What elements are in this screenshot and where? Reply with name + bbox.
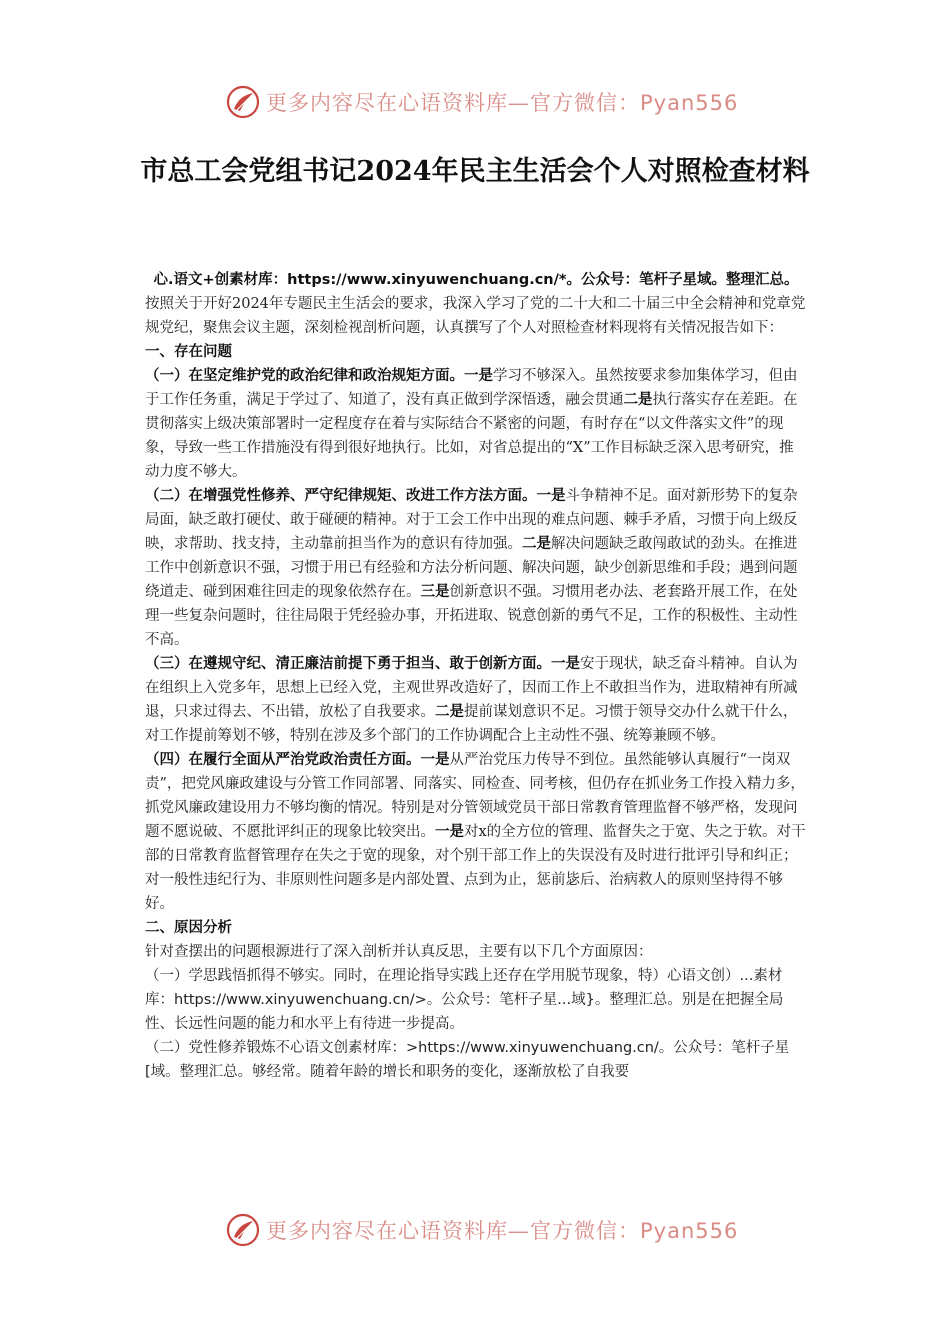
problem-paragraph-4: （四）在履行全面从严治党政治责任方面。一是从严治党压力传导不到位。虽然能够认真履行“一岗双责”，把党风廉政建设与分管工作同部署、同落实、同检查、同考核，但仍存在抓业务工作投入精力多，抓党风廉政建设用力不够均衡的情况。特别是对分管领域党员干部日常教育管理监督不够严格，发现问题不愿说破、不愿批评纠正的现象比较突出。一是对x的全方位的管理、监督失之于宽、失之于软。对干部的日常教育监督管理存在失之于宽的现象，对个别干部工作上的失误没有及时进行批评引导和纠正；对一般性违纪行为、非原则性问题多是内部处置、点到为止，惩前毖后、治病救人的原则坚持得不够好。 [145,752,806,912]
causes-intro: 针对查摆出的问题根源进行了深入剖析并认真反思，主要有以下几个方面原因： [145,944,653,960]
problem-paragraph-2: （二）在增强党性修养、严守纪律规矩、改进工作方法方面。一是斗争精神不足。面对新形势下的复杂局面，缺乏敢打硬仗、敢于碰硬的精神。对于工会工作中出现的难点问题、棘手矛盾，习惯于向上级反映，求帮助、找支持，主动靠前担当作为的意识有待加强。二是解决问题缺乏敢闯敢试的劲头。在推进工作中创新意识不强，习惯于用已有经验和方法分析问题、解决问题，缺少创新思维和手段；遇到问题绕道走、碰到困难往回走的现象依然存在。三是创新意识不强。习惯用老办法、老套路开展工作，在处理一些复杂问题时，往往局限于凭经验办事，开拓进取、锐意创新的勇气不足，工作的积极性、主动性不高。 [145,488,798,648]
document-title: 市总工会党组书记2024年民主生活会个人对照检查材料 [140,156,810,187]
cause-paragraph-2: （二）党性修养锻炼不心语文创素材库：>https://www.xinyuwenchuang.cn/。公众号：笔杆子星[域。整理汇总。够经常。随着年龄的增长和职务的变化，逐渐放松了自我要 [145,1040,790,1080]
banner-text: 更多内容尽在心语资料库—官方微信：Pyan556 [266,1219,739,1243]
brand-logo-icon [226,85,260,119]
brand-logo-icon [226,1213,260,1247]
wechat-id: Pyan556 [640,91,739,115]
problem-paragraph-3: （三）在遵规守纪、清正廉洁前提下勇于担当、敢于创新方面。一是安于现状，缺乏奋斗精神。自认为在组织上入党多年，思想上已经入党，主观世界改造好了，因而工作上不敢担当作为，进取精神有所减退，只求过得去、不出错，放松了自我要求。二是提前谋划意识不足。习惯于领导交办什么就干什么，对工作提前筹划不够，特别在涉及多个部门的工作协调配合上主动性不强、统筹兼顾不够。 [145,656,798,744]
banner-text: 更多内容尽在心语资料库—官方微信：Pyan556 [266,91,739,115]
section-heading-problems: 一、存在问题 [145,344,232,360]
section-heading-causes: 二、原因分析 [145,920,232,936]
intro-paragraph: 按照关于开好2024年专题民主生活会的要求，我深入学习了党的二十大和二十届三中全会精神和党章党规党纪，聚焦会议主题，深刻检视剖析问题，认真撰写了个人对照检查材料现将有关情况报告如下： [145,296,806,336]
footer-watermark-banner [0,1208,950,1252]
wechat-id: Pyan556 [640,1219,739,1243]
cause-paragraph-1: （一）学思践悟抓得不够实。同时，在理论指导实践上还存在学用脱节现象，特）心语文创）...素材库：https://www.xinyuwenchuang.cn/>。公众号：笔杆子星...域}。整理汇总。别是在把握全局性、长远性问题的能力和水平上有待进一步提高。 [145,968,784,1032]
header-watermark-banner [0,80,950,124]
source-note: 心.语文+创素材库：https://www.xinyuwenchuang.cn/*。公众号：笔杆子星域。整理汇总。 [153,272,799,288]
problem-paragraph-1: （一）在坚定维护党的政治纪律和政治规矩方面。一是学习不够深入。虽然按要求参加集体学习，但由于工作任务重，满足于学过了、知道了，没有真正做到学深悟透，融会贯通二是执行落实存在差距。在贯彻落实上级决策部署时一定程度存在着与实际结合不紧密的问题，有时存在“以文件落实文件”的现象，导致一些工作措施没有得到很好地执行。比如，对省总提出的“X”工作目标缺乏深入思考研究，推动力度不够大。 [145,368,798,480]
document-body [145,268,807,1084]
